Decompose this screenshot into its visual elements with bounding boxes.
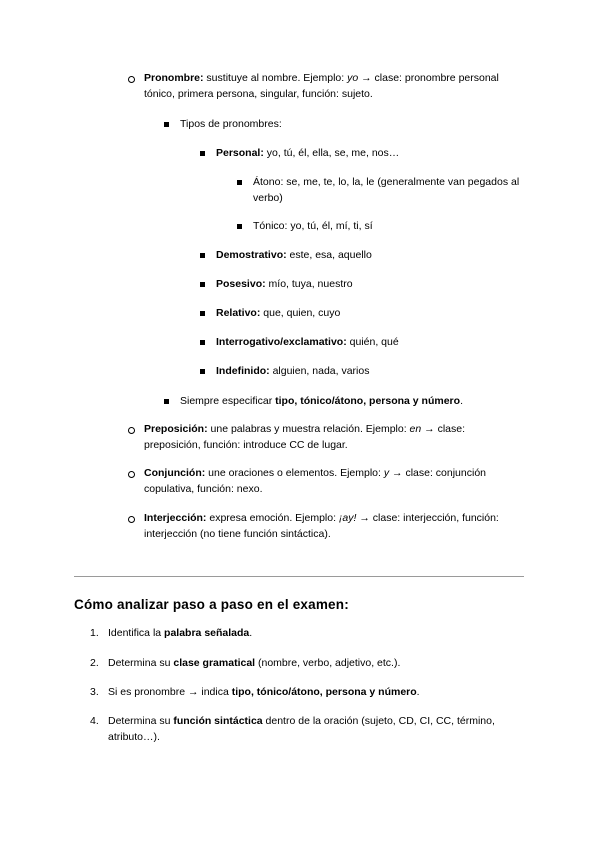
list-item-personal: Personal: yo, tú, él, ella, se, me, nos… (200, 145, 510, 161)
numbered-step: 2. Determina su clase gramatical (nombre, verbo, adjetivo, etc.). (90, 657, 401, 669)
list-item-interjeccion: Interjección: expresa emoción. Ejemplo: ¡ay! → clase: interjección, función: interjección (no tiene función sintáctica). (128, 510, 523, 542)
list-item-conjuncion: Conjunción: une oraciones o elementos. Ejemplo: y → clase: conjunción copulativa, función: nexo. (128, 465, 523, 497)
square-bullet-icon (200, 369, 205, 374)
square-bullet-icon (200, 311, 205, 316)
square-bullet-icon (200, 253, 205, 258)
hollow-circle-bullet-icon (128, 427, 135, 434)
square-bullet-icon (164, 399, 169, 404)
section-heading: Cómo analizar paso a paso en el examen: (74, 597, 349, 612)
list-item-pronombre: Pronombre: sustituye al nombre. Ejemplo: yo → clase: pronombre personal tónico, primera persona, singular, función: sujeto. (128, 70, 523, 102)
list-item-tonico: Tónico: yo, tú, él, mí, ti, sí (237, 218, 527, 234)
list-item-interrogativo: Interrogativo/exclamativo: quién, qué (200, 334, 510, 350)
list-item-tipos: Tipos de pronombres: (164, 116, 504, 132)
hollow-circle-bullet-icon (128, 516, 135, 523)
list-item-demostrativo: Demostrativo: este, esa, aquello (200, 247, 510, 263)
horizontal-divider (74, 576, 524, 577)
list-item-posesivo: Posesivo: mío, tuya, nuestro (200, 276, 510, 292)
square-bullet-icon (164, 122, 169, 127)
square-bullet-icon (200, 340, 205, 345)
term-pronombre: Pronombre: (144, 72, 204, 84)
numbered-step: 1. Identifica la palabra señalada. (90, 627, 253, 639)
square-bullet-icon (200, 151, 205, 156)
square-bullet-icon (237, 224, 242, 229)
list-item-relativo: Relativo: que, quien, cuyo (200, 305, 510, 321)
list-item-atono: Átono: se, me, te, lo, la, le (generalmente van pegados al verbo) (237, 174, 527, 206)
hollow-circle-bullet-icon (128, 471, 135, 478)
numbered-step: 3. Si es pronombre → indica tipo, tónico/átono, persona y número. (90, 686, 420, 698)
square-bullet-icon (200, 282, 205, 287)
square-bullet-icon (237, 180, 242, 185)
list-item-siempre: Siempre especificar tipo, tónico/átono, persona y número. (164, 393, 524, 409)
numbered-step: 4. Determina su función sintáctica dentro de la oración (sujeto, CD, CI, CC, término, atributo…). (90, 715, 495, 743)
hollow-circle-bullet-icon (128, 76, 135, 83)
list-item-preposicion: Preposición: une palabras y muestra relación. Ejemplo: en → clase: preposición, función: introduce CC de lugar. (128, 421, 523, 453)
list-item-indefinido: Indefinido: alguien, nada, varios (200, 363, 510, 379)
